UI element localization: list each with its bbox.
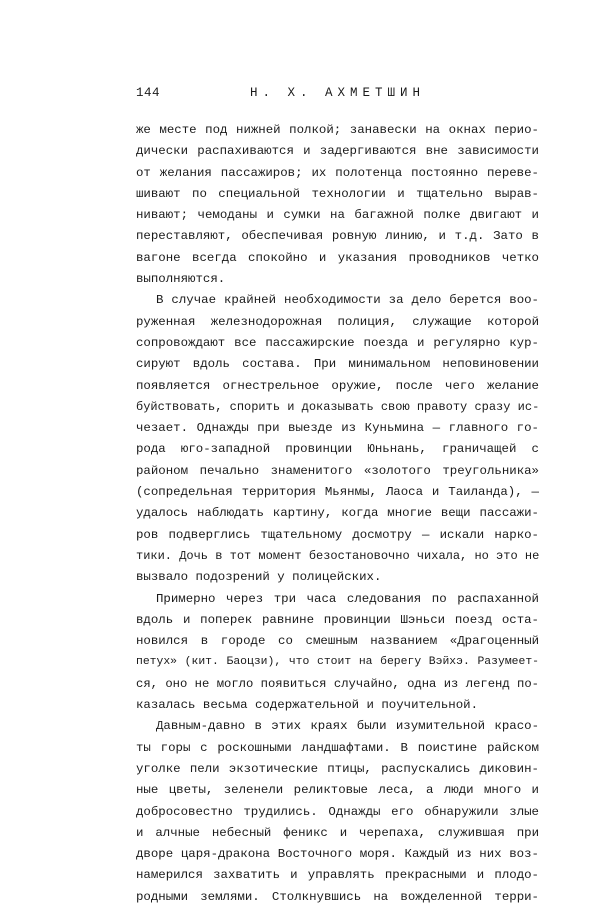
text-line: сируют вдоль состава. При минимальном неповиновении	[136, 357, 539, 372]
text-line: ные цветы, зеленели реликтовые леса, а люди много и	[136, 783, 539, 798]
text-line: руженная железнодорожная полиция, служащие которой	[136, 314, 539, 329]
text-line: родными землями. Столкнувшись на вожделенной терри-	[136, 889, 539, 904]
text-line: добросовестно трудились. Однажды его обнаружили злые	[136, 804, 539, 819]
text-line: петух» (кит. Баоцзи), что стоит на берегу Вэйхэ. Разумеет-	[136, 656, 539, 669]
text-line: буйствовать, спорить и доказывать свою правоту сразу ис-	[136, 399, 539, 414]
page-number: 144	[136, 86, 161, 100]
running-head	[136, 86, 539, 102]
text-line: дворе царя-дракона Восточного моря. Каждый из них воз-	[136, 847, 539, 862]
text-line: вдоль и поперек равнине провинции Шэньси поезд оста-	[136, 612, 539, 627]
text-line: вагоне всегда спокойно и указания проводников четко	[136, 250, 539, 265]
text-line: тики. Дочь в тот момент безостановочно чихала, но это не	[136, 548, 539, 563]
text-line: же месте под нижней полкой; занавески на окнах перио-	[136, 123, 539, 137]
running-head-author: Н. Х. АХМЕТШИН	[249, 86, 426, 100]
text-line: нивают; чемоданы и сумки на багажной полке двигают и	[136, 208, 539, 223]
text-line: (сопредельная территория Мьянмы, Лаоса и Таиланда), —	[136, 485, 539, 500]
text-line: намерился захватить и управлять прекрасными и плодо-	[136, 868, 539, 883]
text-line: уголке пели экзотические птицы, распускались диковин-	[136, 761, 539, 776]
text-line: сопровождают все пассажирские поезда и регулярно кур-	[136, 335, 539, 350]
text-line: переставляют, обеспечивая ровную линию, и т.д. Зато в	[136, 229, 539, 244]
text-line: от желания пассажиров; их полотенца постоянно переве-	[136, 165, 539, 180]
text-line: ты горы с роскошными ландшафтами. В поистине райском	[136, 740, 539, 755]
text-line: удалось наблюдать картину, когда многие вещи пассажи-	[136, 506, 539, 521]
text-line: появляется огнестрельное оружие, после чего желание	[136, 378, 539, 393]
text-line: ся, оно не могло появиться случайно, одна из легенд по-	[136, 676, 539, 691]
text-line: Примерно через три часа следования по распаханной	[156, 591, 539, 606]
text-line: рода юго-западной провинции Юньнань, граничащей с	[136, 442, 539, 457]
text-line: выполняются.	[136, 272, 226, 287]
text-line: новился в городе со смешным названием «Драгоценный	[136, 634, 539, 649]
text-line: Давным-давно в этих краях были изумительной красо-	[156, 719, 539, 734]
text-line: шивают по специальной технологии и тщательно вырав-	[136, 186, 539, 201]
text-line: чезает. Однажды при выезде из Куньмина — главного го-	[136, 421, 539, 436]
body-text	[136, 120, 539, 908]
text-line: В случае крайней необходимости за дело берется воо-	[156, 293, 539, 308]
text-line: ров подверглись тщательному досмотру — искали нарко-	[136, 527, 539, 542]
text-line: вызвало подозрений у полицейских.	[136, 570, 382, 585]
text-line: дически распахиваются и задергиваются вне зависимости	[136, 144, 539, 159]
text-line: районом печально знаменитого «золотого треугольника»	[136, 463, 539, 478]
text-line: и алчные небесный феникс и черепаха, служившая при	[136, 825, 539, 840]
text-line: казалась весьма содержательной и поучительной.	[136, 698, 479, 713]
